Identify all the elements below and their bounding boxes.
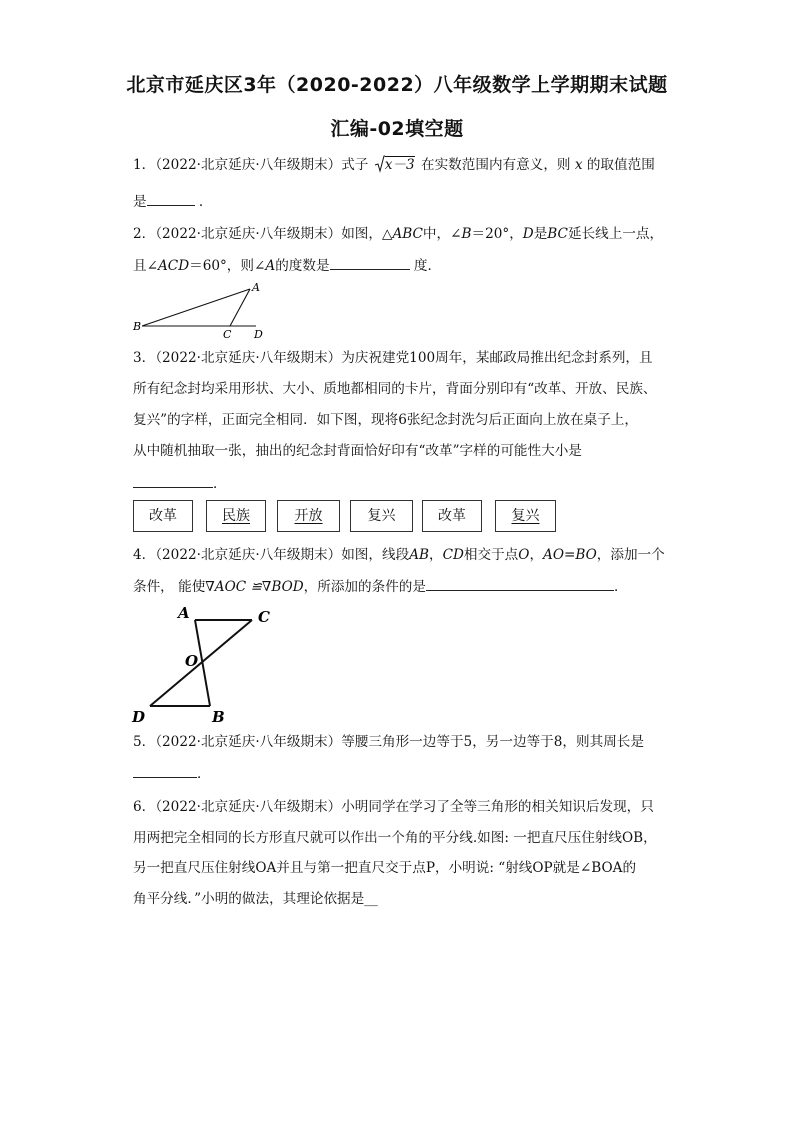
answer-blank[interactable] bbox=[133, 473, 213, 488]
question-5-line-1: 5．（2022·北京延庆·八年级期末）等腰三角形一边等于5，另一边等于8，则其周长是 bbox=[133, 734, 644, 750]
question-6-line-2: 用两把完全相同的长方形直尺就可以作出一个角的平分线.如图: 一把直尺压住射线OB， bbox=[133, 830, 657, 846]
point-label-c: C bbox=[258, 608, 270, 626]
answer-blank[interactable] bbox=[147, 191, 195, 206]
question-6-line-3: 另一把直尺压住射线OA并且与第一把直尺交于点P，小明说: “射线OP就是∠BOA的 bbox=[133, 860, 637, 876]
point-label-d: D bbox=[254, 328, 263, 341]
sqrt-expression: x－3 bbox=[375, 155, 415, 175]
question-5-line-2: ． bbox=[133, 763, 211, 784]
answer-blank[interactable] bbox=[426, 576, 614, 591]
triangle-abc-figure bbox=[128, 278, 268, 342]
answer-blank[interactable] bbox=[330, 255, 410, 270]
question-3-line-4: 从中随机抽取一张，抽出的纪念封背面恰好印有“改革”字样的可能性大小是 bbox=[133, 443, 582, 459]
question-3-line-3: 复兴”的字样，正面完全相同．如下图，现将6张纪念封洗匀后正面向上放在桌子上， bbox=[133, 412, 638, 428]
question-1-line-2: 是 ． bbox=[133, 191, 213, 212]
document-title: 北京市延庆区3年（2020-2022）八年级数学上学期期末试题 bbox=[126, 74, 668, 96]
question-3-line-1: 3．（2022·北京延庆·八年级期末）为庆祝建党100周年，某邮政局推出纪念封系列，且 bbox=[133, 350, 653, 366]
point-label-b: B bbox=[133, 320, 142, 333]
answer-blank[interactable] bbox=[133, 763, 197, 778]
question-3-line-2: 所有纪念封均采用形状、大小、质地都相同的卡片，背面分别印有“改革、开放、民族、 bbox=[133, 381, 657, 397]
point-label-d: D bbox=[132, 708, 146, 726]
point-label-c: C bbox=[223, 328, 232, 341]
question-4-line-1: 4．（2022·北京延庆·八年级期末）如图，线段AB，CD相交于点O，AO=BO，添加一个 bbox=[133, 547, 665, 563]
question-3-line-5: ． bbox=[133, 473, 227, 494]
card-item: 改革 bbox=[422, 500, 482, 532]
point-label-b: B bbox=[212, 708, 225, 726]
point-label-o: O bbox=[185, 652, 199, 670]
question-6-line-1: 6．（2022·北京延庆·八年级期末）小明同学在学习了全等三角形的相关知识后发现，只 bbox=[133, 799, 654, 815]
question-4-line-2: 条件， 能使∇AOC ≌∇BOD，所添加的条件的是 ． bbox=[133, 576, 628, 597]
card-item: 复兴 bbox=[495, 500, 556, 532]
card-item: 改革 bbox=[133, 500, 193, 532]
question-2-line-1: 2．（2022·北京延庆·八年级期末）如图，△ABC中，∠B＝20°，D是BC延长线上一点， bbox=[133, 226, 664, 242]
intersecting-segments-figure bbox=[128, 600, 288, 730]
card-item: 开放 bbox=[277, 500, 340, 532]
point-label-a: A bbox=[252, 281, 260, 294]
question-6-line-4: 角平分线．”小明的做法，其理论依据是__ bbox=[133, 891, 378, 907]
question-1-line-1: 1．（2022·北京延庆·八年级期末）式子 x－3 在实数范围内有意义，则 x 的取值范围 bbox=[133, 157, 655, 173]
question-2-line-2: 且∠ACD＝60°，则∠A的度数是 度． bbox=[133, 255, 441, 276]
card-item: 民族 bbox=[206, 500, 266, 532]
card-item: 复兴 bbox=[350, 500, 413, 532]
point-label-a: A bbox=[178, 604, 190, 622]
radical-sign-icon bbox=[375, 155, 385, 173]
document-subtitle: 汇编-02填空题 bbox=[330, 118, 464, 140]
